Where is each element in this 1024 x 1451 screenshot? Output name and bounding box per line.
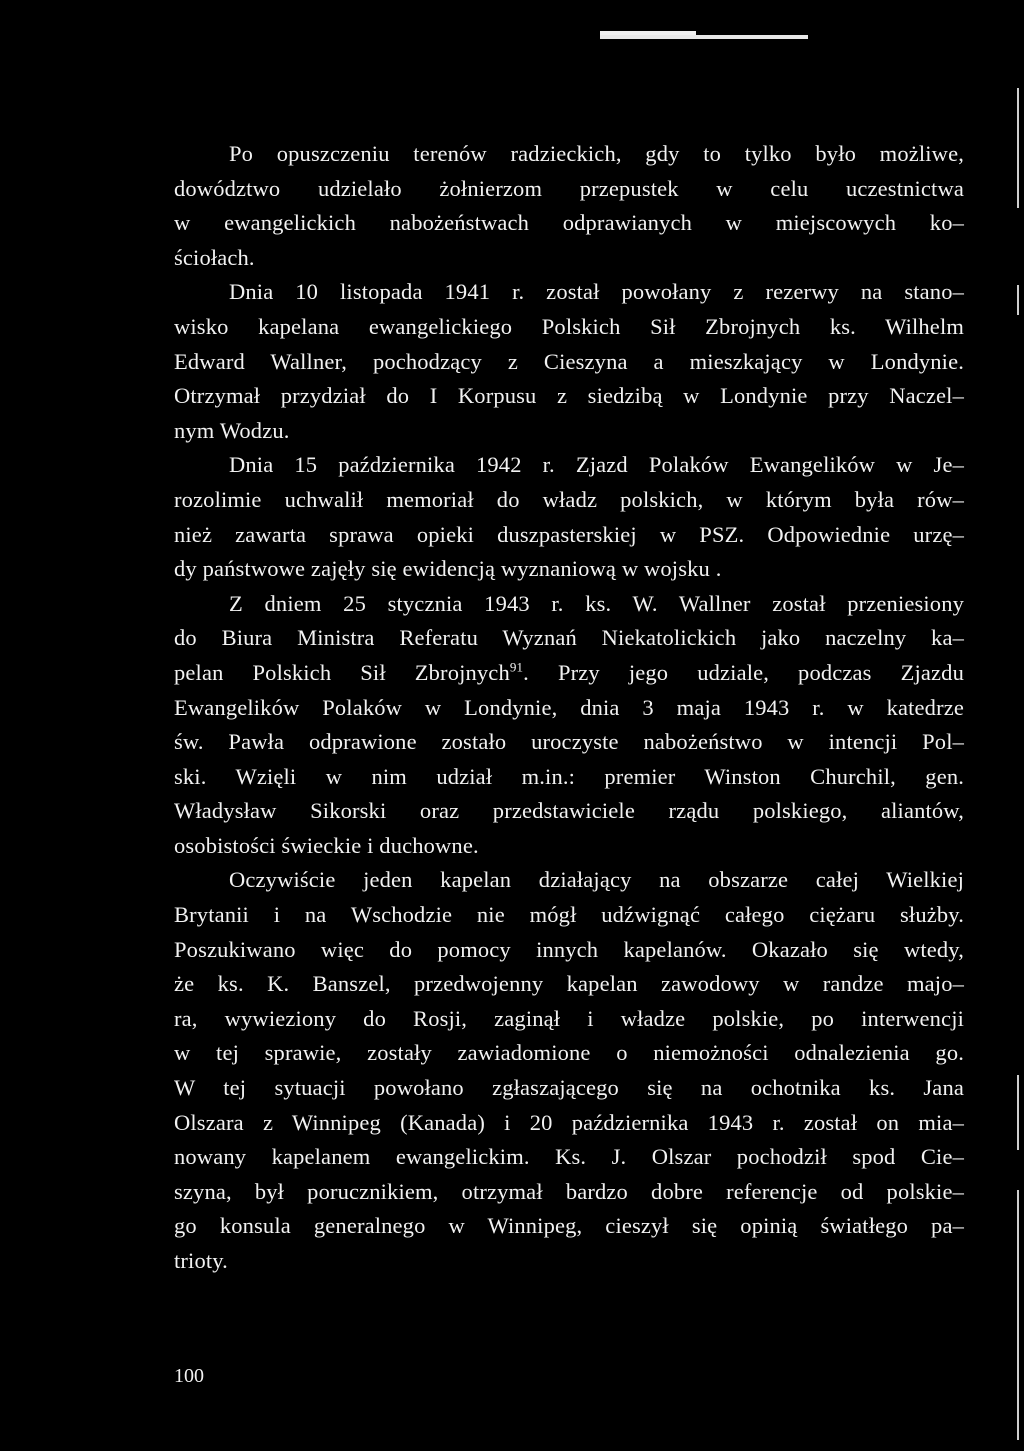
right-edge-mark-2 [1017,285,1019,315]
page-body [174,137,964,1279]
text-line: Dnia 10 listopada 1941 r. został powołany z rezerwy na stano– [229,279,964,305]
text-line: W tej sytuacji powołano zgłaszającego się na ochotnika ks. Jana [174,1075,964,1101]
paragraph-2 [174,275,964,448]
text-line: Poszukiwano więc do pomocy innych kapelanów. Okazało się wtedy, [174,936,964,962]
text-line: Po opuszczeniu terenów radzieckich, gdy to tylko było możliwe, [229,141,964,166]
paragraph-1 [174,137,964,275]
text-fragment: . Przy jego udziale, podczas Zjazdu [523,659,964,685]
text-line: dowództwo udzielało żołnierzom przepustek w celu uczestnictwa [174,175,964,201]
paragraph-3 [174,448,964,586]
text-line: Władysław Sikorski oraz przedstawiciele rządu polskiego, aliantów, [174,798,964,824]
text-line: Olszara z Winnipeg (Kanada) i 20 października 1943 r. został on mia– [174,1109,964,1135]
text-line: osobistości świeckie i duchowne. [174,832,479,858]
text-line: Dnia 15 października 1942 r. Zjazd Polaków Ewangelików w Je– [229,452,964,478]
right-edge-mark-4 [1017,1190,1019,1440]
text-line: Otrzymał przydział do I Korpusu z siedzibą w Londynie przy Naczel– [174,383,964,409]
text-line: ra, wywieziony do Rosji, zaginął i władze polskie, po interwencji [174,1005,964,1031]
text-line: ski. Wzięli w nim udział m.in.: premier Winston Churchil, gen. [174,763,964,789]
footnote-marker: 91 [509,659,524,675]
paragraph-4 [174,587,964,864]
text-line: nym Wodzu. [174,417,290,443]
text-line: św. Pawła odprawione zostało uroczyste nabożeństwo w intencji Pol– [174,729,964,755]
text-line: że ks. K. Banszel, przedwojenny kapelan zawodowy w randze majo– [174,971,964,997]
text-line: Z dniem 25 stycznia 1943 r. ks. W. Wallner został przeniesiony [229,590,964,616]
text-line: nież zawarta sprawa opieki duszpasterskiej w PSZ. Odpowiednie urzę– [174,521,964,547]
text-line-with-footnote [174,656,964,691]
text-line: Brytanii i na Wschodzie nie mógł udźwignąć całego ciężaru służby. [174,902,964,928]
text-line: go konsula generalnego w Winnipeg, cieszył się opinią światłego pa– [174,1213,964,1239]
text-line: w tej sprawie, zostały zawiadomione o niemożności odnalezienia go. [174,1040,964,1066]
page-number: 100 [174,1365,204,1387]
text-line: nowany kapelanem ewangelickim. Ks. J. Olszar pochodził spod Cie– [174,1144,964,1170]
right-edge-mark-3 [1017,1075,1019,1150]
text-line: dy państwowe zajęły się ewidencją wyznaniową w wojsku . [174,556,722,582]
text-line: Ewangelików Polaków w Londynie, dnia 3 maja 1943 r. w katedrze [174,694,964,720]
text-line: rozolimie uchwalił memoriał do władz polskich, w którym była rów– [174,486,964,512]
right-edge-mark-1 [1017,88,1019,208]
text-line: wisko kapelana ewangelickiego Polskich Sił Zbrojnych ks. Wilhelm [174,313,964,339]
text-line: do Biura Ministra Referatu Wyznań Niekatolickich jako naczelny ka– [174,625,964,651]
text-line: w ewangelickich nabożeństwach odprawianych w miejscowych ko– [174,210,964,236]
text-line: trioty. [174,1248,228,1273]
text-line: szyna, był porucznikiem, otrzymał bardzo dobre referencje od polskie– [174,1178,964,1204]
text-line: ściołach. [174,244,255,270]
paragraph-5 [174,863,964,1278]
top-rule [600,35,808,39]
text-fragment: pelan Polskich Sił Zbrojnych [174,659,510,685]
text-line: Edward Wallner, pochodzący z Cieszyna a mieszkający w Londynie. [174,348,964,374]
text-line: Oczywiście jeden kapelan działający na obszarze całej Wielkiej [229,867,964,893]
